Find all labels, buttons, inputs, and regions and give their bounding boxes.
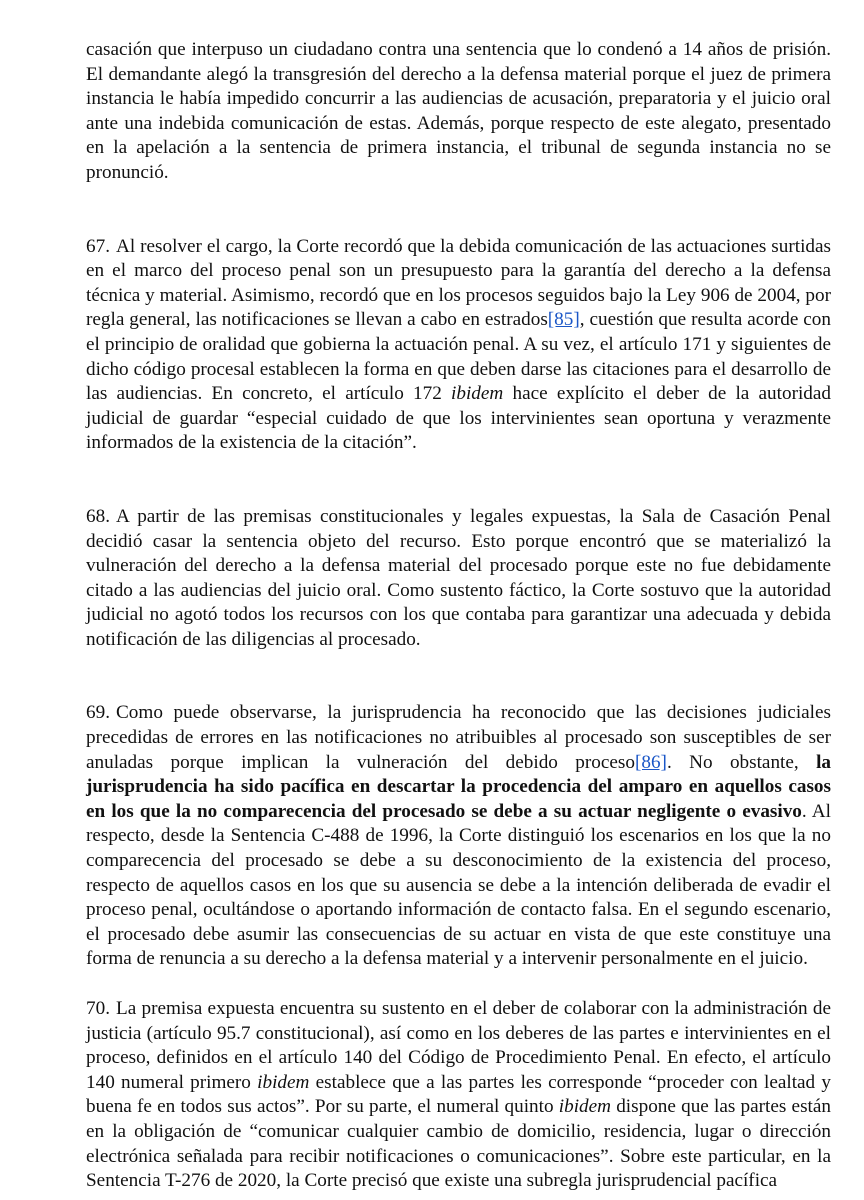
paragraph-text: A partir de las premisas constitucionales y legales expuestas, la Sala de Casación Penal decidió casar la sentencia objeto del recurso. Esto porque encontró que se materializó la vulneración del derecho a la defensa material del procesado porque este no fue debidamente citado a las audiencias del juicio oral. Como sustento fáctico, la Corte sostuvo que la autoridad judicial no agotó todos los recursos con los que contaba para garantizar una adecuada y debida notificación de las diligencias al procesado. (86, 505, 831, 650)
paragraph-text: establece que a las partes les corresponde “proceder con lealtad y buena fe en todos sus actos”. Por su parte, el numeral quinto (86, 1071, 831, 1118)
paragraph-text: Al resolver el cargo, la Corte recordó que la debida comunicación de las actuaciones surtidas en el marco del proceso penal son un presupuesto para la garantía del derecho a la defensa técnica y material. Asimismo, recordó que en los procesos seguidos bajo la Ley 906 de 2004, por regla general, las notificaciones se llevan a cabo en estrados (86, 235, 831, 331)
footnote-link-85[interactable]: [85] (547, 309, 580, 331)
paragraph-number: 67. (86, 235, 110, 257)
italic-term: ibidem (451, 383, 504, 405)
paragraph-text: La premisa expuesta encuentra su sustento en el deber de colaborar con la administración de justicia (artículo 95.7 constitucional), así como en los deberes de las partes e intervinientes en el proceso, definidos en el artículo 140 del Código de Procedimiento Penal. En efecto, el artículo 140 numeral primero (86, 998, 831, 1093)
paragraph-text: hace explícito el deber de la autoridad judicial de guardar “especial cuidado de que los intervinientes sean oportuna y verazmente informados de la existencia de la citación”. (86, 383, 831, 454)
bold-statement: la jurisprudencia ha sido pacífica en descartar la procedencia del amparo en aquellos casos en los que la no comparecencia del procesado se debe a su actuar negligente o evasivo (86, 751, 832, 822)
paragraph-continued (86, 38, 831, 186)
paragraph-70 (86, 997, 831, 1194)
paragraph-text: , cuestión que resulta acorde con el principio de oralidad que gobierna la actuación penal. A su vez, el artículo 171 y siguientes de dicho código procesal establecen la forma en que deben darse las citaciones para el desarrollo de las audiencias. En concreto, el artículo 172 (86, 309, 831, 405)
paragraph-number: 70. (86, 998, 110, 1019)
italic-term: ibidem (257, 1071, 310, 1093)
paragraph-68 (86, 505, 831, 653)
paragraph-text: . No obstante, (666, 751, 817, 773)
document-page (86, 38, 831, 1194)
paragraph-text: dispone que las partes están en la obligación de “comunicar cualquier cambio de domicilio, residencia, lugar o dirección electrónica señalada para recibir notificaciones o comunicaciones”. Sobre este particular, en la Sentencia T-276 de 2020, la Corte precisó que existe una subregla jurisprudencial pacífica (86, 1096, 831, 1192)
paragraph-69 (86, 701, 831, 972)
paragraph-67 (86, 235, 831, 456)
italic-term: ibidem (558, 1096, 611, 1118)
paragraph-number: 69. (86, 702, 110, 724)
paragraph-number: 68. (86, 505, 110, 527)
paragraph-text: casación que interpuso un ciudadano contra una sentencia que lo condenó a 14 años de prisión. El demandante alegó la transgresión del derecho a la defensa material porque el juez de primera instancia le había impedido concurrir a las audiencias de acusación, preparatoria y el juicio oral ante una indebida comunicación de estas. Además, porque respecto de este alegato, presentado en la apelación a la sentencia de primera instancia, el tribunal de segunda instancia no se pronunció. (86, 39, 831, 183)
footnote-link-86[interactable]: [86] (634, 751, 667, 773)
paragraph-text: Como puede observarse, la jurisprudencia ha reconocido que las decisiones judiciales precedidas de errores en las notificaciones no atribuibles al procesado son susceptibles de ser anuladas porque implican la vulneración del debido proceso (86, 702, 831, 773)
paragraph-text: . Al respecto, desde la Sentencia C-488 de 1996, la Corte distinguió los escenarios en los que la no comparecencia del procesado se debe a su desconocimiento de la existencia del proceso, respecto de aquellos casos en los que su ausencia se debe a la intención deliberada de evadir el proceso penal, ocultándose o aportando información de contacto falsa. En el segundo escenario, el procesado debe asumir las consecuencias de su actuar en vista de que este constituye una forma de renuncia a su derecho a la defensa material y a intervenir personalmente en el juicio. (86, 800, 831, 970)
